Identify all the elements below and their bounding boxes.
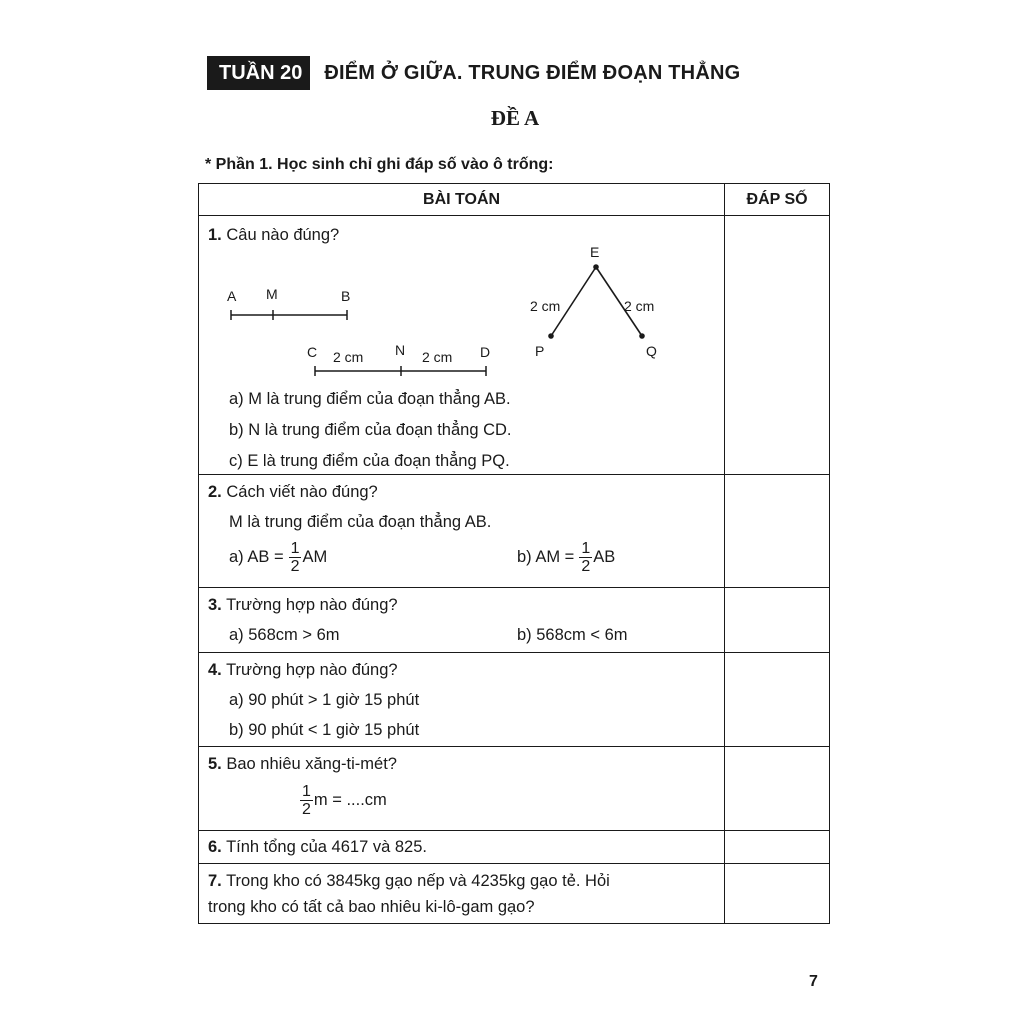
problem-cell-5: [199, 747, 725, 831]
option-c: c) E là trung điểm của đoạn thẳng PQ.: [229, 452, 510, 470]
option-a-rhs: AM: [302, 548, 328, 566]
question-number: 7.: [208, 872, 222, 890]
option-b: b) 568cm < 6m: [517, 626, 628, 644]
fraction-denominator: 2: [581, 558, 591, 575]
problem-cell-1: [199, 216, 725, 475]
question-text: Trường hợp nào đúng?: [226, 596, 398, 614]
option-a: a) 90 phút > 1 giờ 15 phút: [229, 691, 420, 709]
label-q: Q: [646, 343, 657, 359]
answer-cell[interactable]: [725, 831, 830, 864]
lesson-title: ĐIỂM Ở GIỮA. TRUNG ĐIỂM ĐOẠN THẲNG: [324, 61, 741, 84]
table-row: [199, 216, 830, 475]
problem-cell-7: [199, 864, 725, 924]
question-6-title: [208, 838, 427, 857]
week-badge: TUẦN 20: [207, 56, 310, 90]
option-a: a) M là trung điểm của đoạn thẳng AB.: [229, 390, 511, 408]
option-a-lhs: a) AB =: [229, 548, 284, 566]
point-q: [639, 333, 645, 339]
problem-cell-3: [199, 588, 725, 653]
label-cn-length: 2 cm: [333, 349, 364, 365]
option-a: [229, 540, 327, 575]
label-a: A: [227, 288, 237, 304]
label-e: E: [590, 244, 600, 260]
table-row: [199, 864, 830, 924]
option-b: [517, 540, 615, 575]
exam-subtitle: ĐỀ A: [490, 106, 540, 130]
segments-figure: [199, 240, 723, 390]
fraction-denominator: 2: [290, 558, 300, 575]
question-number: 3.: [208, 596, 222, 614]
question-number: 1.: [208, 226, 222, 244]
question-5-title: [208, 755, 397, 774]
question-2-title: [208, 483, 378, 502]
question-number: 5.: [208, 755, 222, 773]
question-text: Trong kho có 3845kg gạo nếp và 4235kg gạo tẻ. Hỏi: [226, 872, 610, 890]
question-text: Câu nào đúng?: [226, 226, 340, 244]
question-7-line-1: [208, 872, 610, 891]
conversion-expression: [299, 783, 387, 818]
question-text: Cách viết nào đúng?: [226, 483, 378, 501]
label-n: N: [395, 342, 406, 358]
question-text: Bao nhiêu xăng-ti-mét?: [226, 755, 397, 773]
question-text: Trường hợp nào đúng?: [226, 661, 398, 679]
option-b-lhs: b) AM =: [517, 548, 575, 566]
answer-cell[interactable]: [725, 216, 830, 475]
point-e: [593, 264, 599, 270]
fraction-denominator: 2: [302, 801, 311, 818]
label-ep-length: 2 cm: [530, 298, 561, 314]
problem-cell-4: [199, 653, 725, 747]
problem-cell-2: [199, 475, 725, 588]
label-p: P: [535, 343, 545, 359]
label-nd-length: 2 cm: [422, 349, 453, 365]
fraction-numerator: 1: [302, 783, 311, 800]
answer-cell[interactable]: [725, 747, 830, 831]
column-header-answer: ĐÁP SỐ: [725, 184, 830, 216]
question-3-title: [208, 596, 398, 615]
exercise-table: [198, 183, 830, 924]
table-row: [199, 588, 830, 653]
fraction-numerator: 1: [581, 540, 591, 557]
fraction-half: [289, 540, 302, 575]
option-b-rhs: AB: [593, 548, 616, 566]
question-number: 2.: [208, 483, 222, 501]
problem-cell-6: [199, 831, 725, 864]
answer-cell[interactable]: [725, 475, 830, 588]
column-header-problem: BÀI TOÁN: [199, 184, 725, 216]
fraction-half: [300, 783, 313, 818]
page-header: [207, 56, 740, 90]
question-number: 4.: [208, 661, 222, 679]
expression-text: m = ....cm: [313, 791, 387, 809]
label-d: D: [480, 344, 491, 360]
page-number: 7: [809, 973, 818, 990]
label-c: C: [307, 344, 318, 360]
answer-cell[interactable]: [725, 864, 830, 924]
question-text: Tính tổng của 4617 và 825.: [226, 838, 427, 856]
question-4-title: [208, 661, 398, 680]
label-m: M: [266, 286, 278, 302]
point-p: [548, 333, 554, 339]
answer-cell[interactable]: [725, 653, 830, 747]
fraction-half: [579, 540, 592, 575]
table-row: [199, 475, 830, 588]
answer-cell[interactable]: [725, 588, 830, 653]
table-row: [199, 747, 830, 831]
table-header-row: [199, 184, 830, 216]
question-7-line-2: trong kho có tất cả bao nhiêu ki-lô-gam gạo?: [208, 898, 535, 916]
table-row: [199, 653, 830, 747]
question-2-statement: M là trung điểm của đoạn thẳng AB.: [229, 513, 492, 531]
label-b: B: [341, 288, 351, 304]
option-b: b) N là trung điểm của đoạn thẳng CD.: [229, 421, 512, 439]
label-eq-length: 2 cm: [624, 298, 655, 314]
table-row: [199, 831, 830, 864]
option-a: a) 568cm > 6m: [229, 626, 340, 644]
fraction-numerator: 1: [290, 540, 300, 557]
option-b: b) 90 phút < 1 giờ 15 phút: [229, 721, 420, 739]
section-instruction: * Phần 1. Học sinh chỉ ghi đáp số vào ô trống:: [205, 156, 554, 173]
question-number: 6.: [208, 838, 222, 856]
